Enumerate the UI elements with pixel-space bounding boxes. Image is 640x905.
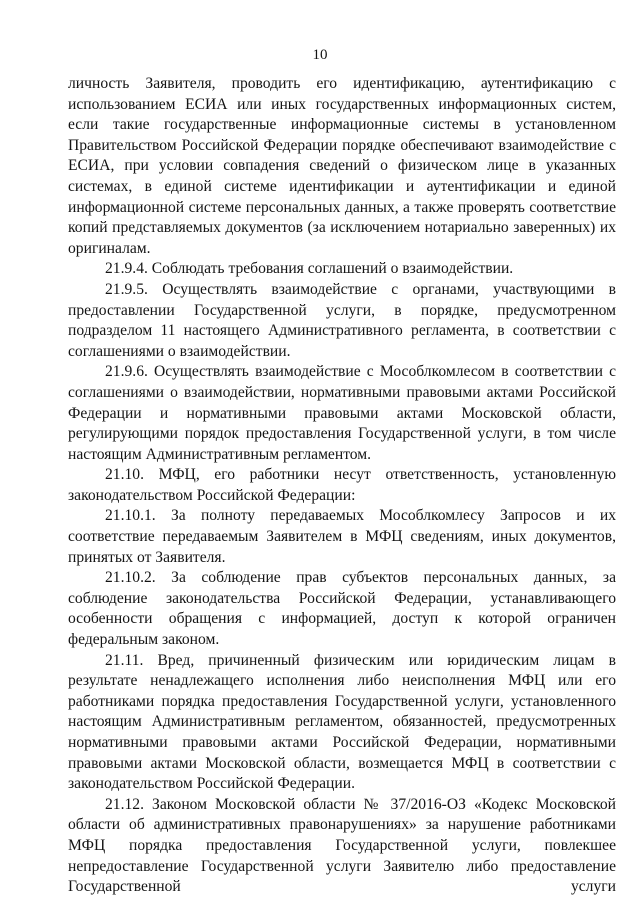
paragraph-21-9-4: 21.9.4. Соблюдать требования соглашений о взаимодействии. — [105, 260, 514, 278]
paragraph-applicant-identification: личность Заявителя, проводить его идентификацию, аутентификацию с использованием ЕСИА или иных государственных информационных систем, если такие государственные информационные системы в установленном Правительством Российской Федерации порядке обеспечивают взаимодействие с ЕСИА, при условии совпадения сведений о физическом лице в указанных системах, в единой системе идентификации и аутентификации и единой информационной системе персональных данных, а также проверять соответствие копий представляемых документов (за исключением нотариально заверенных) их оригиналам. — [68, 75, 616, 257]
paragraph-21-12: 21.12. Законом Московской области № 37/2016-ОЗ «Кодекс Московской области об административных правонарушениях» за нарушение работниками МФЦ порядка предоставления Государственной услуги, повлекшее непредоставление Государственной услуги Заявителю либо предоставление Государственной услуги — [68, 795, 616, 896]
page-number: 10 — [312, 47, 328, 63]
paragraph-21-10: 21.10. МФЦ, его работники несут ответственность, установленную законодательством Российской Федерации: — [68, 466, 616, 504]
document-body — [68, 74, 616, 898]
paragraph-21-10-2: 21.10.2. За соблюдение прав субъектов персональных данных, за соблюдение законодательства Российской Федерации, устанавливающего особенности обращения с информацией, доступ к которой ограничен федеральным законом. — [68, 569, 616, 649]
paragraph-21-9-5: 21.9.5. Осуществлять взаимодействие с органами, участвующими в предоставлении Государственной услуги, в порядке, предусмотренном подразделом 11 настоящего Административного регламента, в соответствии с соглашениями о взаимодействии. — [68, 280, 616, 360]
paragraph-21-9-6: 21.9.6. Осуществлять взаимодействие с Мособлкомлесом в соответствии с соглашениями о взаимодействии, нормативными правовыми актами Российской Федерации и нормативными правовыми актами Московской области, регулирующими порядок предоставления Государственной услуги, в том числе настоящим Административным регламентом. — [68, 363, 616, 463]
paragraph-21-11: 21.11. Вред, причиненный физическим или юридическим лицам в результате ненадлежащего исполнения либо неисполнения МФЦ или его работниками порядка предоставления Государственной услуги, установленного настоящим Административным регламентом, обязанностей, предусмотренных нормативными правовыми актами Российской Федерации, нормативными правовыми актами Московской области, возмещается МФЦ в соответствии с законодательством Российской Федерации. — [68, 651, 616, 793]
paragraph-21-10-1: 21.10.1. За полноту передаваемых Мособлкомлесу Запросов и их соответствие передаваемым Заявителем в МФЦ сведениям, иных документов, принятых от Заявителя. — [68, 507, 616, 566]
